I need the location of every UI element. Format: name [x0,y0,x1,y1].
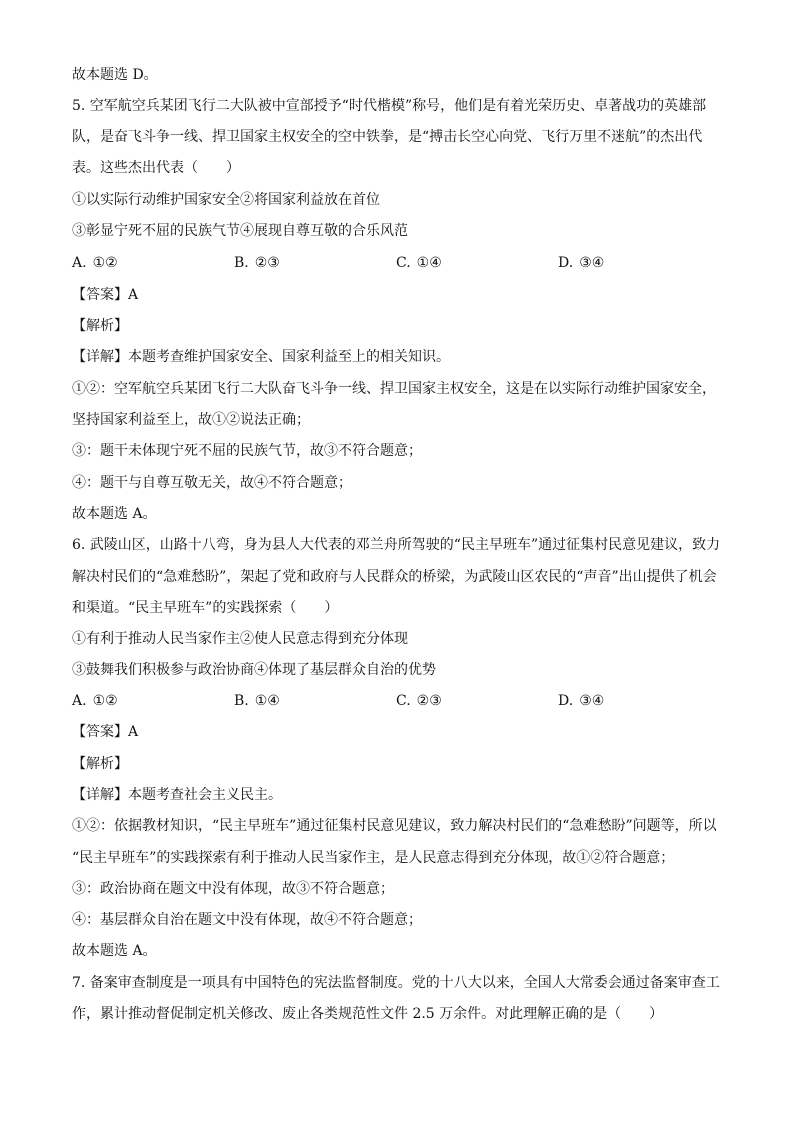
q6-explain-line: ①②：依据教材知识，“民主早班车”通过征集村民意见建议，致力解决村民们的“急难愁盼”问题等，所以 [72,818,717,834]
q5-explain-line: 【详解】本题考查维护国家安全、国家利益至上的相关知识。 [72,349,450,365]
q5-option-b: B. ②③ [234,255,280,271]
q6-statement-line: ①有利于推动人民当家作主②使人民意志得到充分体现 [72,631,408,647]
q5-option-c: C. ①④ [396,255,442,271]
q5-explain-line: ①②：空军航空兵某团飞行二大队奋飞斗争一线、捍卫国家主权安全，这是在以实际行动维护国家安全， [72,381,716,397]
q6-explain-line: ④：基层群众自治在题文中没有体现，故④不符合题意； [72,912,422,928]
q6-analysis-label: 【解析】 [72,756,128,772]
q6-explain-line: ③：政治协商在题文中没有体现，故③不符合题意； [72,881,394,897]
q6-stem-line: 6. 武陵山区，山路十八弯，身为县人大代表的邓兰舟所驾驶的“民主早班车”通过征集村民意见建议，致力 [72,537,721,553]
q6-statement-line: ③鼓舞我们积极参与政治协商④体现了基层群众自治的优势 [72,662,436,678]
q6-option-c: C. ②③ [396,693,442,709]
q4-conclusion: 故本题选 D。 [72,67,158,83]
q5-option-d: D. ③④ [558,255,605,271]
q7-stem-line: 作，累计推动督促制定机关修改、废止各类规范性文件 2.5 万余件。对此理解正确的是（ ） [72,1006,664,1022]
q5-stem-line: 表。这些杰出代表（ ） [72,160,240,176]
q7-stem-line: 7. 备案审查制度是一项具有中国特色的宪法监督制度。党的十八大以来，全国人大常委会通过备案审查工 [72,975,720,991]
q5-option-a: A. ①② [72,255,118,271]
q5-explain-line: ④：题干与自尊互敬无关，故④不符合题意； [72,475,352,491]
q5-statement-line: ③彰显宁死不屈的民族气节④展现自尊互敬的合乐风范 [72,223,408,239]
q5-explain-line: ③：题干未体现宁死不屈的民族气节，故③不符合题意； [72,443,422,459]
q6-stem-line: 和渠道。“民主早班车”的实践探索（ ） [72,600,339,616]
q6-answer: 【答案】A [72,724,139,740]
q6-option-b: B. ①④ [234,693,280,709]
q6-option-d: D. ③④ [558,693,605,709]
q6-conclusion: 故本题选 A。 [72,943,157,959]
q5-stem-line: 队，是奋飞斗争一线、捍卫国家主权安全的空中铁拳，是“搏击长空心向党、飞行万里不迷航”的杰出代 [72,129,703,145]
q5-statement-line: ①以实际行动维护国家安全②将国家利益放在首位 [72,192,380,208]
q5-analysis-label: 【解析】 [72,318,128,334]
q5-explain-line: 坚持国家利益至上，故①②说法正确； [72,412,310,428]
q6-explain-line: 【详解】本题考查社会主义民主。 [72,787,282,803]
q6-option-a: A. ①② [72,693,118,709]
q5-conclusion: 故本题选 A。 [72,506,157,522]
q5-stem-line: 5. 空军航空兵某团飞行二大队被中宣部授予“时代楷模”称号，他们是有着光荣历史、卓著战功的英雄部 [72,98,707,114]
q6-stem-line: 解决村民们的“急难愁盼”，架起了党和政府与人民群众的桥梁，为武陵山区农民的“声音”出山提供了机会 [72,569,717,585]
q5-answer: 【答案】A [72,287,139,303]
q6-explain-line: “民主早班车”的实践探索有利于推动人民当家作主，是人民意志得到充分体现，故①②符合题意； [72,850,675,866]
